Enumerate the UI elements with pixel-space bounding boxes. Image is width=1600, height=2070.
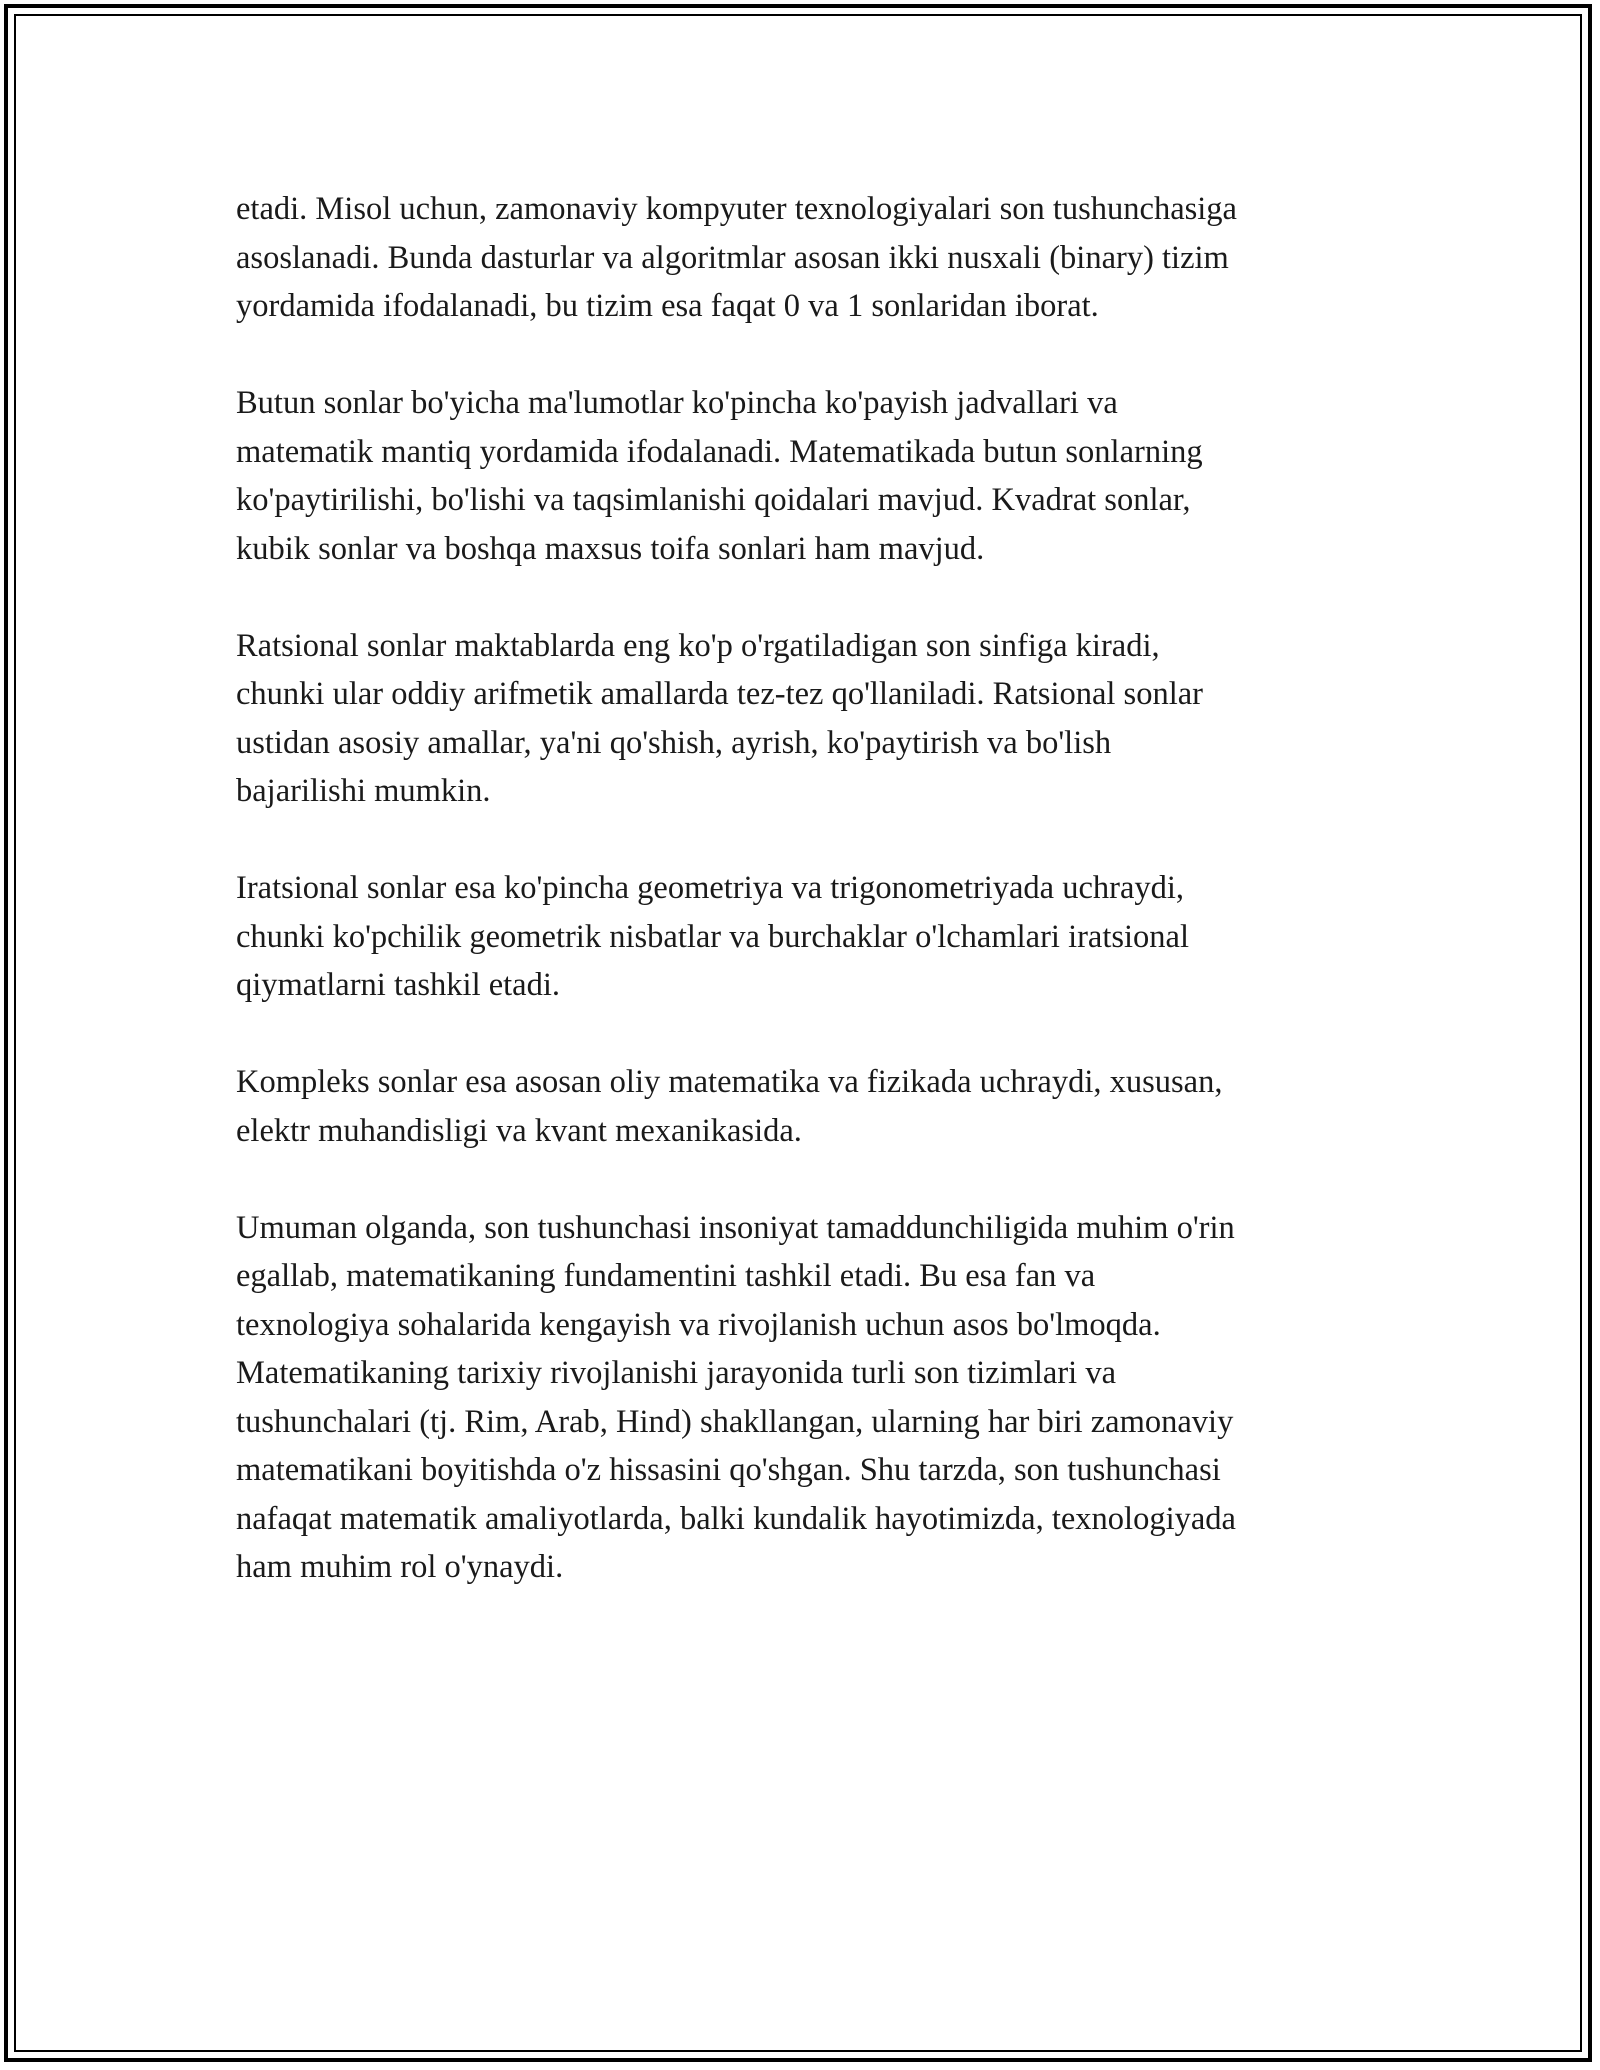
text-line: chunki ular oddiy arifmetik amallarda tez-tez qo'llaniladi. Ratsional sonlar bbox=[236, 676, 1203, 712]
text-line: matematikani boyitishda o'z hissasini qo'shgan. Shu tarzda, son tushunchasi bbox=[236, 1452, 1221, 1488]
text-line: kubik sonlar va boshqa maxsus toifa sonlari ham mavjud. bbox=[236, 530, 985, 567]
paragraph-conclusion bbox=[236, 1204, 1376, 1592]
text-line: yordamida ifodalanadi, bu tizim esa faqat 0 va 1 sonlaridan iborat. bbox=[236, 288, 1099, 324]
text-line: elektr muhandisligi va kvant mexanikasida. bbox=[236, 1112, 802, 1149]
text-line: Iratsional sonlar esa ko'pincha geometriya va trigonometriyada uchraydi, bbox=[236, 870, 1185, 906]
text-line: ham muhim rol o'ynaydi. bbox=[236, 1549, 564, 1585]
text-line: ustidan asosiy amallar, ya'ni qo'shish, ayrish, ko'paytirish va bo'lish bbox=[236, 724, 1112, 761]
paragraph-binary-intro bbox=[236, 185, 1376, 331]
text-line: bajarilishi mumkin. bbox=[236, 773, 491, 809]
text-line: Butun sonlar bo'yicha ma'lumotlar ko'pincha ko'payish jadvallari va bbox=[236, 385, 1118, 421]
text-line: Umuman olganda, son tushunchasi insoniyat tamaddunchiligida muhim o'rin bbox=[236, 1209, 1235, 1246]
paragraph-rational bbox=[236, 622, 1376, 816]
text-line: Ratsional sonlar maktablarda eng ko'p o'rgatiladigan son sinfiga kiradi, bbox=[236, 627, 1160, 664]
text-line: nafaqat matematik amaliyotlarda, balki kundalik hayotimizda, texnologiyada bbox=[236, 1500, 1236, 1537]
text-line: egallab, matematikaning fundamentini tashkil etadi. Bu esa fan va bbox=[236, 1258, 1096, 1294]
text-line: etadi. Misol uchun, zamonaviy kompyuter texnologiyalari son tushunchasiga bbox=[236, 191, 1237, 227]
paragraph-integers bbox=[236, 379, 1376, 573]
text-line: asoslanadi. Bunda dasturlar va algoritmlar asosan ikki nusxali (binary) tizim bbox=[236, 239, 1229, 276]
text-line: tushunchalari (tj. Rim, Arab, Hind) shakllangan, ularning har biri zamonaviy bbox=[236, 1403, 1234, 1440]
text-line: qiymatlarni tashkil etadi. bbox=[236, 967, 561, 1003]
text-line: chunki ko'pchilik geometrik nisbatlar va burchaklar o'lchamlari iratsional bbox=[236, 918, 1190, 955]
text-line: ko'paytirilishi, bo'lishi va taqsimlanishi qoidalari mavjud. Kvadrat sonlar, bbox=[236, 482, 1191, 518]
text-line: Kompleks sonlar esa asosan oliy matematika va fizikada uchraydi, xususan, bbox=[236, 1064, 1223, 1100]
paragraph-irrational bbox=[236, 864, 1376, 1010]
paragraph-complex bbox=[236, 1058, 1376, 1155]
text-line: Matematikaning tarixiy rivojlanishi jarayonida turli son tizimlari va bbox=[236, 1355, 1116, 1391]
page-text-body bbox=[236, 185, 1376, 1640]
text-line: matematik mantiq yordamida ifodalanadi. Matematikada butun sonlarning bbox=[236, 433, 1203, 470]
text-line: texnologiya sohalarida kengayish va rivojlanish uchun asos bo'lmoqda. bbox=[236, 1306, 1161, 1343]
